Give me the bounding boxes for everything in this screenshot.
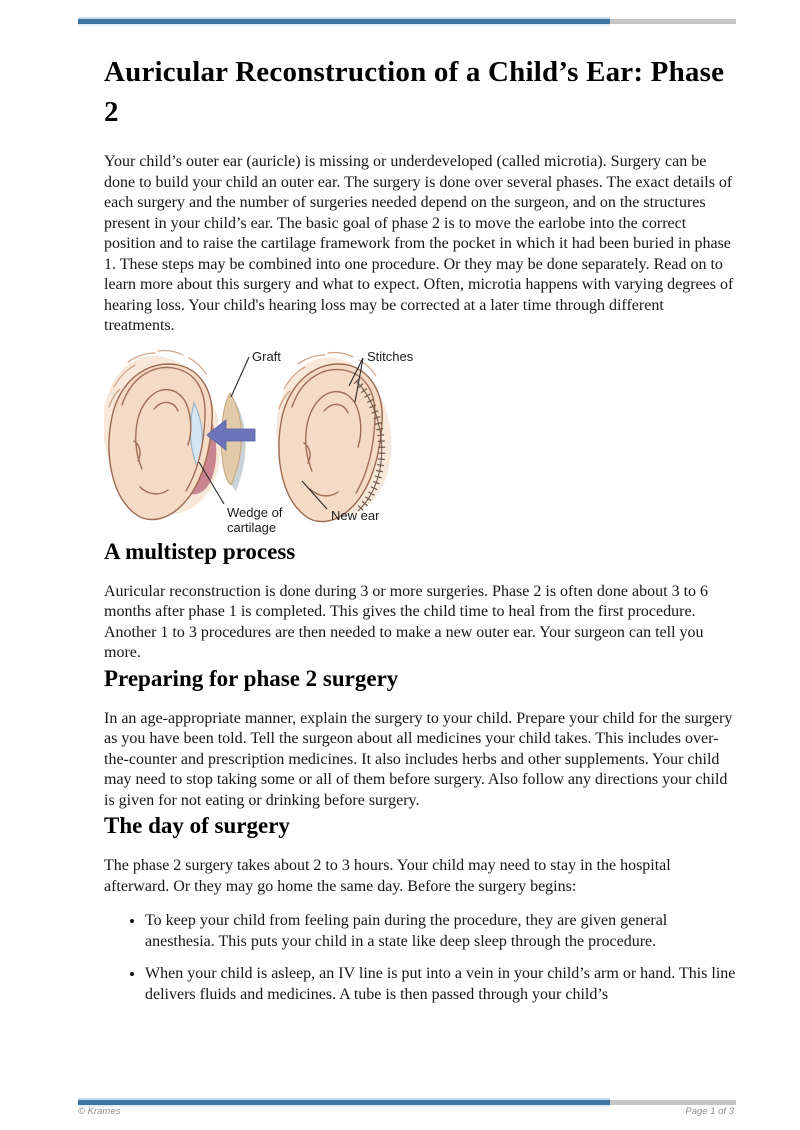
figure-label-wedge-line1: Wedge of — [227, 504, 283, 520]
document-body — [104, 0, 737, 1005]
section-heading: Preparing for phase 2 surgery — [104, 665, 399, 691]
section-heading: The day of surgery — [104, 813, 290, 838]
ear-diagram-graphic — [104, 345, 426, 537]
copyright-text: © Krames — [78, 1106, 121, 1117]
ear-reconstruction-illustration — [104, 345, 426, 537]
list-item: • When your child is asleep, an IV line is put into a vein in your child’s arm or hand. This line delivers fluids and medicines. A tube is then passed through your child’s — [145, 964, 737, 1005]
left-ear-graphic — [104, 345, 255, 525]
section-paragraph: Auricular reconstruction is done during 3 or more surgeries. Phase 2 is often done about 3 to 6 months after phase 1 is completed. This gives the child time to heal from the first procedure. Another 1 to 3 procedures are then needed to make a new outer ear. Your surgeon can tell you more. — [104, 582, 709, 661]
figure-label-stitches: Stitches — [367, 348, 414, 364]
footer-divider-bar — [78, 1100, 736, 1105]
footer-bar-blue-segment — [78, 1100, 610, 1105]
section-heading: A multistep process — [104, 538, 296, 564]
surgery-steps-list — [104, 911, 737, 1005]
intro-paragraph: Your child’s outer ear (auricle) is missing or underdeveloped (called microtia). Surgery can be done to build your child an outer ear. The surgery is done over several phases. The exact details of each surgery and the number of surgeries needed depend on the surgeon, and on the structures present in your child’s ear. The basic goal of phase 2 is to move the earlobe into the correct position and to raise the cartilage framework from the pocket in which it had been buried in phase 1. These steps may be combined into one procedure. Or they may be done separately. Read on to learn more about this surgery and what to expect. Often, microtia happens with varying degrees of hearing loss. Your child's hearing loss may be corrected at a later time through different treatments. — [104, 153, 734, 334]
footer-bar-gray-segment — [610, 1100, 736, 1105]
section-day-of-surgery — [104, 811, 737, 1005]
section-paragraph: In an age-appropriate manner, explain the surgery to your child. Prepare your child for the surgery as you have been told. Tell the surgeon about all medicines your child takes. This includes over-the-counter and prescription medicines. It also includes herbs and other supplements. Your child may need to stop taking some or all of them before surgery. Also follow any directions your child is given for not eating or drinking before surgery. — [104, 709, 733, 809]
right-ear-graphic — [266, 349, 401, 523]
list-item: • To keep your child from feeling pain during the procedure, they are given general anesthesia. This puts your child in a state like deep sleep through the procedure. — [145, 911, 737, 952]
figure-label-new-ear: New ear — [331, 507, 380, 523]
section-preparing-surgery — [104, 664, 737, 812]
page-number: Page 1 of 3 — [685, 1106, 734, 1117]
page-title: Auricular Reconstruction of a Child’s Ear: Phase 2 — [104, 56, 725, 128]
figure-label-graft: Graft — [252, 348, 281, 364]
page-footer — [78, 1106, 734, 1117]
figure-label-wedge-line2: cartilage — [227, 519, 277, 535]
section-paragraph: The phase 2 surgery takes about 2 to 3 hours. Your child may need to stay in the hospital afterward. Or they may go home the same day. Before the surgery begins: — [104, 857, 671, 895]
section-multistep-process — [104, 537, 737, 664]
